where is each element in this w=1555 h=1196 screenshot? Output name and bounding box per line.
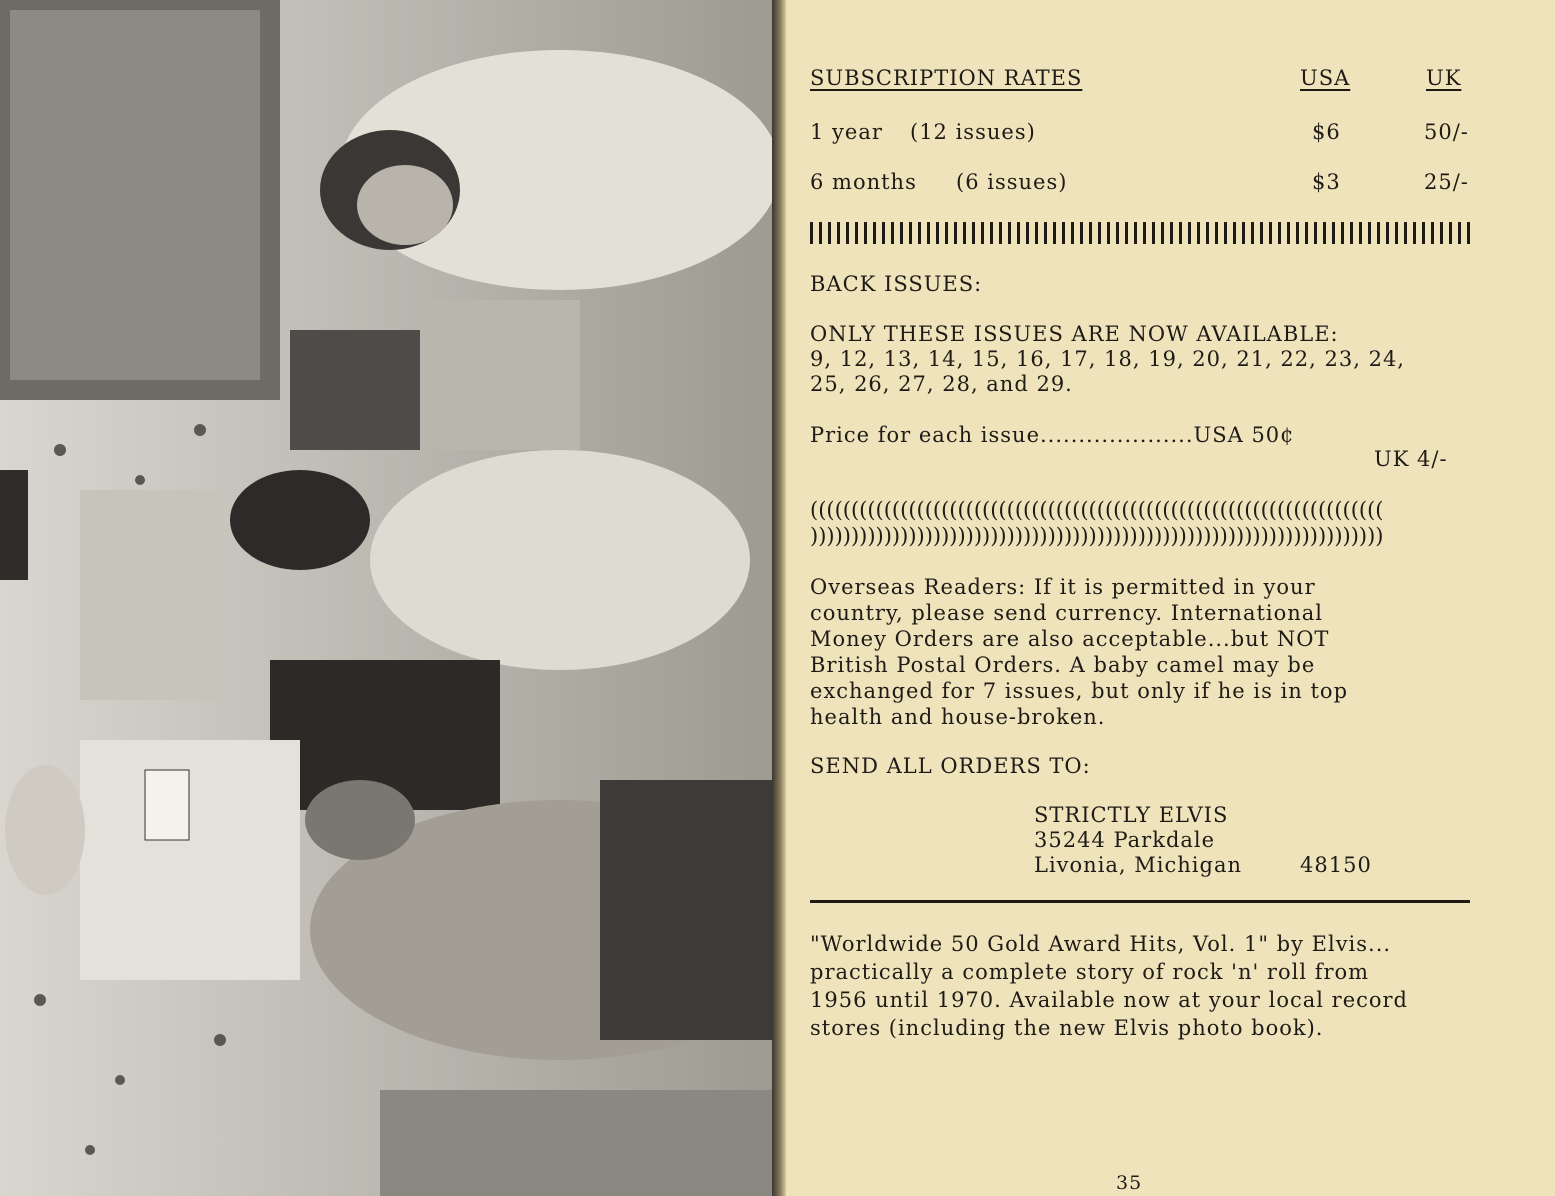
dog-head (305, 780, 415, 860)
paragraph-line: exchanged for 7 issues, but only if he is in top (810, 679, 1349, 703)
paragraph-line: 1956 until 1970. Available now at your local record (810, 988, 1409, 1012)
address-street: 35244 Parkdale (1034, 828, 1216, 852)
paragraph-line: country, please send currency. International (810, 601, 1324, 625)
promo-paragraph (810, 930, 1408, 1042)
woman-hair (230, 470, 370, 570)
paragraph-line: British Postal Orders. A baby camel may be (810, 653, 1316, 677)
paren-divider-open: (((((((((((((((((((((((((((((((((((((((((((((((((((((((((((((((((((((( (810, 498, 1384, 522)
painting (10, 10, 260, 380)
paragraph-line: stores (including the new Elvis photo book). (810, 1016, 1324, 1040)
rate-usa: $6 (1312, 120, 1341, 144)
rate-issues: (6 issues) (956, 170, 1068, 194)
paragraph-line: Money Orders are also acceptable...but NOT (810, 627, 1330, 651)
paren-divider-close: )))))))))))))))))))))))))))))))))))))))))))))))))))))))))))))))))))))) (810, 524, 1384, 548)
rate-uk: 50/- (1424, 120, 1469, 144)
orders-heading: SEND ALL ORDERS TO: (810, 754, 1091, 778)
overseas-paragraph (810, 574, 1348, 730)
lower-floor (380, 1090, 778, 1196)
milkman-head (5, 765, 85, 895)
usa-column-header: USA (1300, 66, 1351, 90)
floral-fabric (420, 300, 580, 450)
book-gutter (772, 0, 786, 1196)
price-uk: UK 4/- (1374, 447, 1448, 471)
rate-issues: (12 issues) (910, 120, 1036, 144)
cushion (290, 330, 440, 450)
paragraph-line: practically a complete story of rock 'n' roll from (810, 960, 1370, 984)
page-number: 35 (1116, 1172, 1143, 1194)
floor (600, 780, 778, 1040)
milkman-uniform (80, 740, 300, 980)
available-heading: ONLY THESE ISSUES ARE NOW AVAILABLE: (810, 322, 1339, 346)
back-issues-heading: BACK ISSUES: (810, 272, 983, 296)
uk-column-header: UK (1426, 66, 1462, 90)
text-page (786, 0, 1555, 1196)
issue-list-line-2: 25, 26, 27, 28, and 29. (810, 372, 1073, 396)
issue-list-line-1: 9, 12, 13, 14, 15, 16, 17, 18, 19, 20, 21, 22, 23, 24, (810, 347, 1405, 371)
small-frame (0, 470, 28, 580)
rate-usa: $3 (1312, 170, 1341, 194)
rate-term: 6 months (810, 170, 917, 194)
rate-uk: 25/- (1424, 170, 1469, 194)
woman-dress (370, 450, 750, 670)
bar-divider (810, 222, 1470, 244)
paragraph-line: Overseas Readers: If it is permitted in your (810, 575, 1316, 599)
address-name: STRICTLY ELVIS (1034, 803, 1229, 827)
horizontal-rule (810, 900, 1470, 903)
paragraph-line: health and house-broken. (810, 705, 1106, 729)
subscription-heading: SUBSCRIPTION RATES (810, 66, 1083, 90)
uniform-badge (145, 770, 189, 840)
rate-term: 1 year (810, 120, 883, 144)
chair-back (80, 490, 220, 700)
address-zip: 48150 (1300, 853, 1372, 877)
price-line: Price for each issue....................USA 50¢ (810, 423, 1295, 447)
figure-face (357, 165, 453, 245)
address-city: Livonia, Michigan (1034, 853, 1242, 877)
paragraph-line: "Worldwide 50 Gold Award Hits, Vol. 1" by Elvis... (810, 932, 1392, 956)
